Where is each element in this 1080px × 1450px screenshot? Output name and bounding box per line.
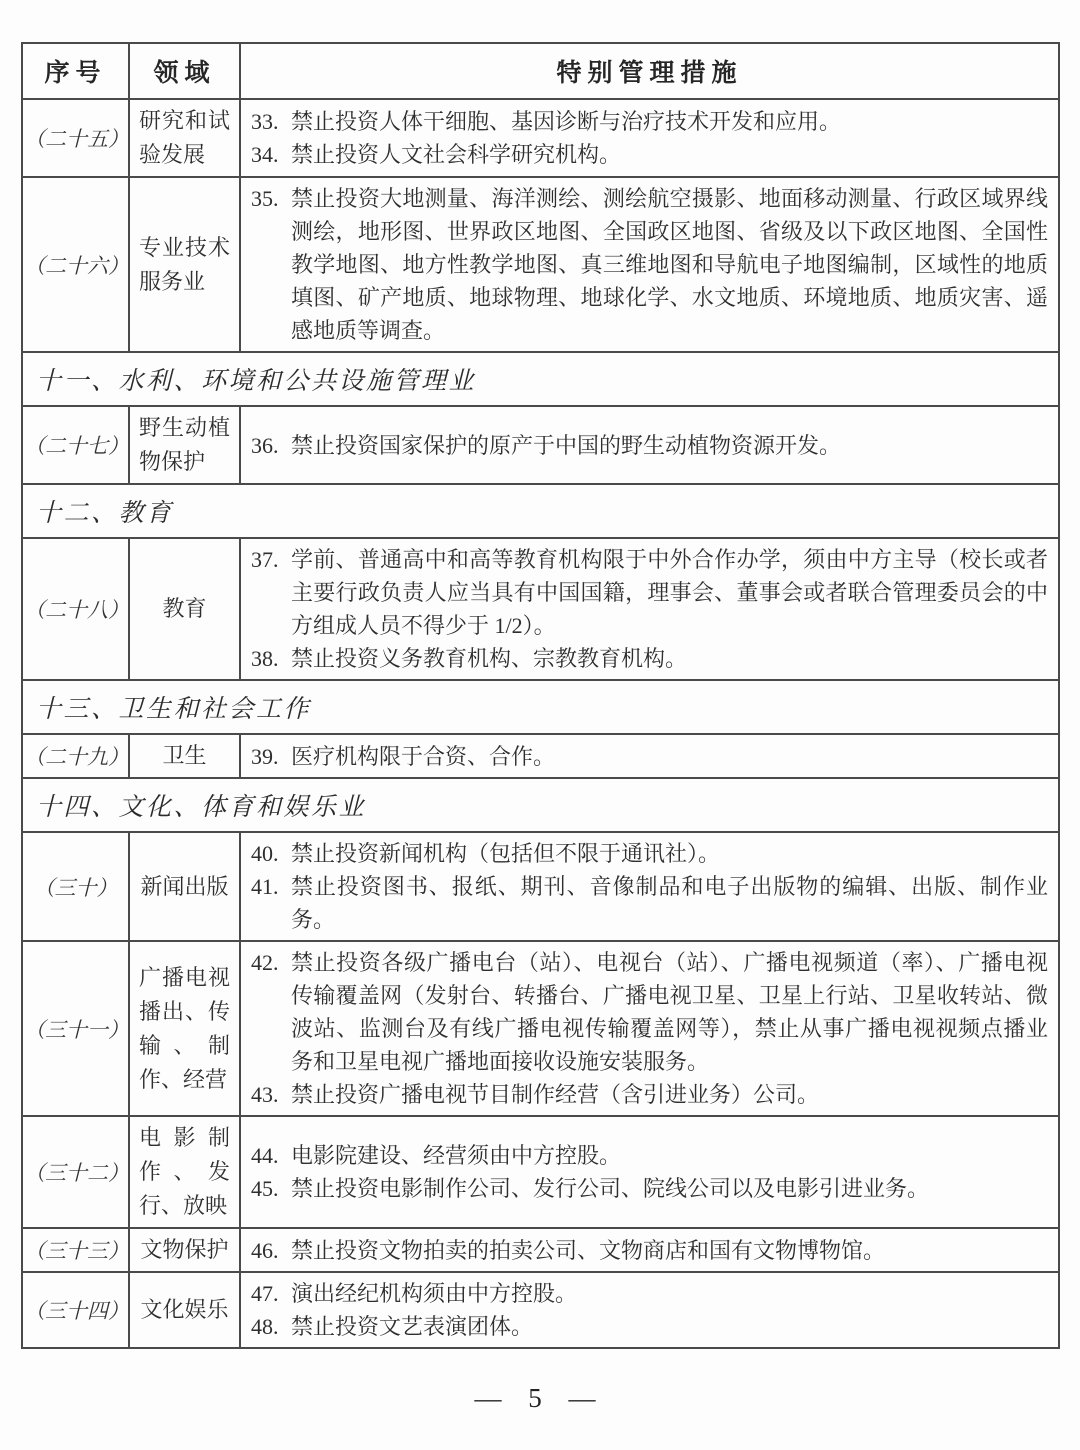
- measure-text: 禁止投资各级广播电台（站）、电视台（站）、广播电视频道（率）、广播电视传输覆盖网（发射台、转播台、广播电视卫星、卫星上行站、卫星收转站、微波站、监测台及有线广播电视传输覆盖网等），禁止从事广播电视视频点播业务和卫星电视广播地面接收设施安装服务。: [291, 950, 1048, 1074]
- measure-item: [251, 870, 1048, 936]
- table-row: [22, 832, 1059, 941]
- measures-cell: [240, 1228, 1059, 1272]
- measure-number: 35.: [251, 186, 279, 211]
- header-serial-number: 序号: [22, 43, 129, 99]
- measure-number: 43.: [251, 1082, 279, 1107]
- table-row: [22, 538, 1059, 680]
- field-cell: 野生动植物保护: [129, 406, 240, 484]
- measure-item: [251, 182, 1048, 347]
- measure-item: [251, 543, 1048, 642]
- table-row: [22, 1272, 1059, 1348]
- field-cell: 文物保护: [129, 1228, 240, 1272]
- measure-number: 45.: [251, 1176, 279, 1201]
- measure-item: [251, 138, 1048, 171]
- measure-item: [251, 1234, 1048, 1267]
- section-row: [22, 352, 1059, 406]
- table-row: [22, 734, 1059, 778]
- table-row: [22, 1228, 1059, 1272]
- measure-number: 42.: [251, 950, 279, 975]
- section-row: [22, 484, 1059, 538]
- measure-item: [251, 105, 1048, 138]
- measure-text: 禁止投资文艺表演团体。: [291, 1314, 534, 1339]
- measure-text: 禁止投资国家保护的原产于中国的野生动植物资源开发。: [291, 432, 842, 458]
- measure-number: 36.: [251, 432, 279, 458]
- measure-text: 电影院建设、经营须由中方控股。: [291, 1143, 622, 1168]
- measure-number: 47.: [251, 1281, 279, 1306]
- index-cell: （二十五）: [22, 99, 129, 177]
- table-row: [22, 177, 1059, 352]
- measure-item: [251, 1310, 1048, 1343]
- measure-number: 48.: [251, 1314, 279, 1339]
- measure-text: 禁止投资义务教育机构、宗教教育机构。: [291, 646, 688, 671]
- measure-number: 38.: [251, 646, 279, 671]
- measure-number: 46.: [251, 1237, 279, 1263]
- measure-text: 禁止投资文物拍卖的拍卖公司、文物商店和国有文物博物馆。: [291, 1237, 886, 1263]
- field-cell: 电影制作、发行、放映: [129, 1116, 240, 1228]
- measure-number: 33.: [251, 109, 279, 134]
- table-row: [22, 99, 1059, 177]
- field-cell: 广播电视播出、传输、制作、经营: [129, 941, 240, 1116]
- field-cell: 教育: [129, 538, 240, 680]
- section-label: 十一、水利、环境和公共设施管理业: [22, 352, 1059, 406]
- index-cell: （三十）: [22, 832, 129, 941]
- measure-item: [251, 837, 1048, 870]
- field-cell: 新闻出版: [129, 832, 240, 941]
- measure-text: 禁止投资人体干细胞、基因诊断与治疗技术开发和应用。: [291, 109, 842, 134]
- field-cell: 卫生: [129, 734, 240, 778]
- section-label: 十三、卫生和社会工作: [22, 680, 1059, 734]
- measure-item: [251, 1139, 1048, 1172]
- index-cell: （二十八）: [22, 538, 129, 680]
- index-cell: （三十二）: [22, 1116, 129, 1228]
- measure-item: [251, 740, 1048, 773]
- measure-item: [251, 642, 1048, 675]
- header-field: 领域: [129, 43, 240, 99]
- measure-number: 41.: [251, 874, 279, 899]
- measure-text: 禁止投资人文社会科学研究机构。: [291, 142, 622, 167]
- measures-cell: [240, 832, 1059, 941]
- index-cell: （三十三）: [22, 1228, 129, 1272]
- measures-cell: [240, 99, 1059, 177]
- table-row: [22, 1116, 1059, 1228]
- measure-item: [251, 1277, 1048, 1310]
- measures-cell: [240, 1116, 1059, 1228]
- measure-text: 演出经纪机构须由中方控股。: [291, 1281, 578, 1306]
- measure-number: 40.: [251, 841, 279, 866]
- measures-cell: [240, 1272, 1059, 1348]
- measures-table: [21, 42, 1060, 1349]
- section-row: [22, 680, 1059, 734]
- page-number: — 5 —: [474, 1383, 606, 1413]
- header-special-measures: 特别管理措施: [240, 43, 1059, 99]
- measure-item: [251, 1172, 1048, 1205]
- measures-cell: [240, 177, 1059, 352]
- measure-text: 禁止投资图书、报纸、期刊、音像制品和电子出版物的编辑、出版、制作业务。: [291, 874, 1048, 932]
- measure-text: 禁止投资电影制作公司、发行公司、院线公司以及电影引进业务。: [291, 1176, 930, 1201]
- measure-item: [251, 946, 1048, 1078]
- measure-text: 学前、普通高中和高等教育机构限于中外合作办学，须由中方主导（校长或者主要行政负责人应当具有中国国籍，理事会、董事会或者联合管理委员会的中方组成人员不得少于 1/2）。: [291, 547, 1048, 638]
- measure-text: 医疗机构限于合资、合作。: [291, 743, 556, 769]
- index-cell: （三十四）: [22, 1272, 129, 1348]
- measures-cell: [240, 941, 1059, 1116]
- measure-item: [251, 429, 1048, 462]
- measure-number: 39.: [251, 743, 279, 769]
- measures-cell: [240, 406, 1059, 484]
- measure-text: 禁止投资广播电视节目制作经营（含引进业务）公司。: [291, 1082, 820, 1107]
- section-label: 十二、教育: [22, 484, 1059, 538]
- table-row: [22, 941, 1059, 1116]
- table-body: [22, 99, 1059, 1348]
- field-cell: 专业技术服务业: [129, 177, 240, 352]
- table-header-row: [22, 43, 1059, 99]
- measures-cell: [240, 538, 1059, 680]
- measures-cell: [240, 734, 1059, 778]
- section-label: 十四、文化、体育和娱乐业: [22, 778, 1059, 832]
- measure-number: 44.: [251, 1143, 279, 1168]
- index-cell: （三十一）: [22, 941, 129, 1116]
- index-cell: （二十六）: [22, 177, 129, 352]
- section-row: [22, 778, 1059, 832]
- field-cell: 研究和试验发展: [129, 99, 240, 177]
- measure-text: 禁止投资新闻机构（包括但不限于通讯社）。: [291, 841, 721, 866]
- field-cell: 文化娱乐: [129, 1272, 240, 1348]
- index-cell: （二十九）: [22, 734, 129, 778]
- table-row: [22, 406, 1059, 484]
- measure-number: 34.: [251, 142, 279, 167]
- index-cell: （二十七）: [22, 406, 129, 484]
- measure-text: 禁止投资大地测量、海洋测绘、测绘航空摄影、地面移动测量、行政区域界线测绘，地形图、世界政区地图、全国政区地图、省级及以下政区地图、全国性教学地图、地方性教学地图、真三维地图和导航电子地图编制，区域性的地质填图、矿产地质、地球物理、地球化学、水文地质、环境地质、地质灾害、遥感地质等调查。: [291, 186, 1048, 343]
- measure-item: [251, 1078, 1048, 1111]
- measure-number: 37.: [251, 547, 279, 572]
